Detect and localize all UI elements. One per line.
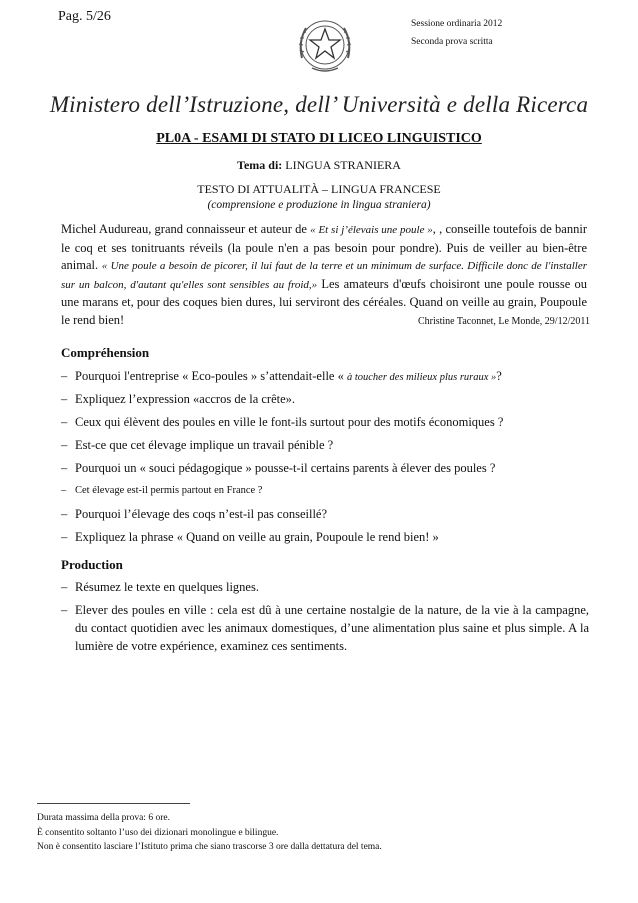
prova-label: Seconda prova scritta <box>411 37 493 47</box>
comprehension-title: Compréhension <box>61 345 150 360</box>
footer-notes <box>37 811 382 855</box>
tema-line <box>0 158 638 173</box>
exam-title: PL0A - ESAMI DI STATO DI LICEO LINGUISTICO <box>156 131 482 146</box>
passage-text-2: , , conseille toutefois de bannir le coq et ses tonitruants réveils (la poule n'en a pas besoin pour pondre). Puis de veiller au bien-être animal. <box>61 222 587 273</box>
question-8: – Expliquez la phrase « Quand on veille au grain, Poupoule le rend bien! » <box>61 528 589 551</box>
footer-line-1: Durata massima della prova: 6 ore. <box>37 813 170 823</box>
question-1-end: ? <box>496 369 502 383</box>
question-7: – Pourquoi l’élevage des coqs n’est-il pas conseillé? <box>61 505 589 528</box>
question-1 <box>61 367 589 390</box>
passage-text-1: Michel Audureau, grand connaisseur et auteur de <box>61 222 311 236</box>
question-1-quote: à toucher des milieux plus ruraux » <box>346 372 497 383</box>
footer-line-2: È consentito soltanto l’uso dei dizionari monolingue e bilingue. <box>37 827 279 838</box>
ministry-title: Ministero dell’Istruzione, dell’ Università e della Ricerca <box>49 92 589 117</box>
question-1-text: Pourquoi l'entreprise « Eco-poules » s’attendait-elle « <box>75 369 347 383</box>
question-2: – Expliquez l’expression «accros de la crête». <box>61 390 589 413</box>
passage-text-3: Les amateurs d'œufs choisiront une poule rousse ou une marans et, pour des coques bien dures, lui serviront des céréales. Quand on veille au grain, Poupoule le rend bien! <box>61 276 587 327</box>
comprehension-questions <box>61 367 589 551</box>
header-right <box>411 15 502 51</box>
question-4: – Est-ce que cet élevage implique un travail pénible ? <box>61 436 589 459</box>
passage-quote-2: « Une poule a besoin de picorer, il lui faut de la terre et un minimum de surface. Difficile donc de l'installer sur un balcon, d'autant qu'elles sont sensibles au froid,» <box>61 260 588 291</box>
production-title: Production <box>61 557 123 572</box>
question-5: – Pourquoi un « souci pédagogique » pousse-t-il certains parents à élever des poules ? <box>61 459 589 482</box>
footer-divider <box>37 803 190 804</box>
comprensione-line: (comprensione e produzione in lingua straniera) <box>207 199 431 211</box>
footer-line-3: Non è consentito lasciare l’Istituto prima che siano trascorse 3 ore dalla dettatura del tema. <box>37 842 382 852</box>
passage-paragraph <box>61 221 587 330</box>
passage-source: Christine Taconnet, Le Monde, 29/12/2011 <box>417 316 590 327</box>
testo-line: TESTO DI ATTUALITÀ – LINGUA FRANCESE <box>197 182 441 196</box>
production-task-1: – Résumez le texte en quelques lignes. <box>61 578 589 596</box>
passage-quote-1: « Et si j’élevais une poule » <box>310 224 433 236</box>
page-number: Pag. 5/26 <box>58 9 111 24</box>
emblem-icon <box>294 12 356 76</box>
question-3: – Ceux qui élèvent des poules en ville le font-ils surtout pour des motifs économiques ? <box>61 413 589 436</box>
production-tasks <box>61 578 589 660</box>
tema-value: LINGUA STRANIERA <box>285 158 401 172</box>
question-6: – Cet élevage est-il permis partout en France ? <box>61 482 589 505</box>
production-task-2: – Elever des poules en ville : cela est dû à une certaine nostalgie de la nature, de la vie à la campagne, du contact quotidien avec les animaux domestiques, d’une alimentation plus saine et plus simple. A la lumière de votre expérience, examinez ces sentiments. <box>61 601 589 655</box>
session-label: Sessione ordinaria 2012 <box>411 19 503 29</box>
tema-label: Tema di: <box>237 158 283 172</box>
